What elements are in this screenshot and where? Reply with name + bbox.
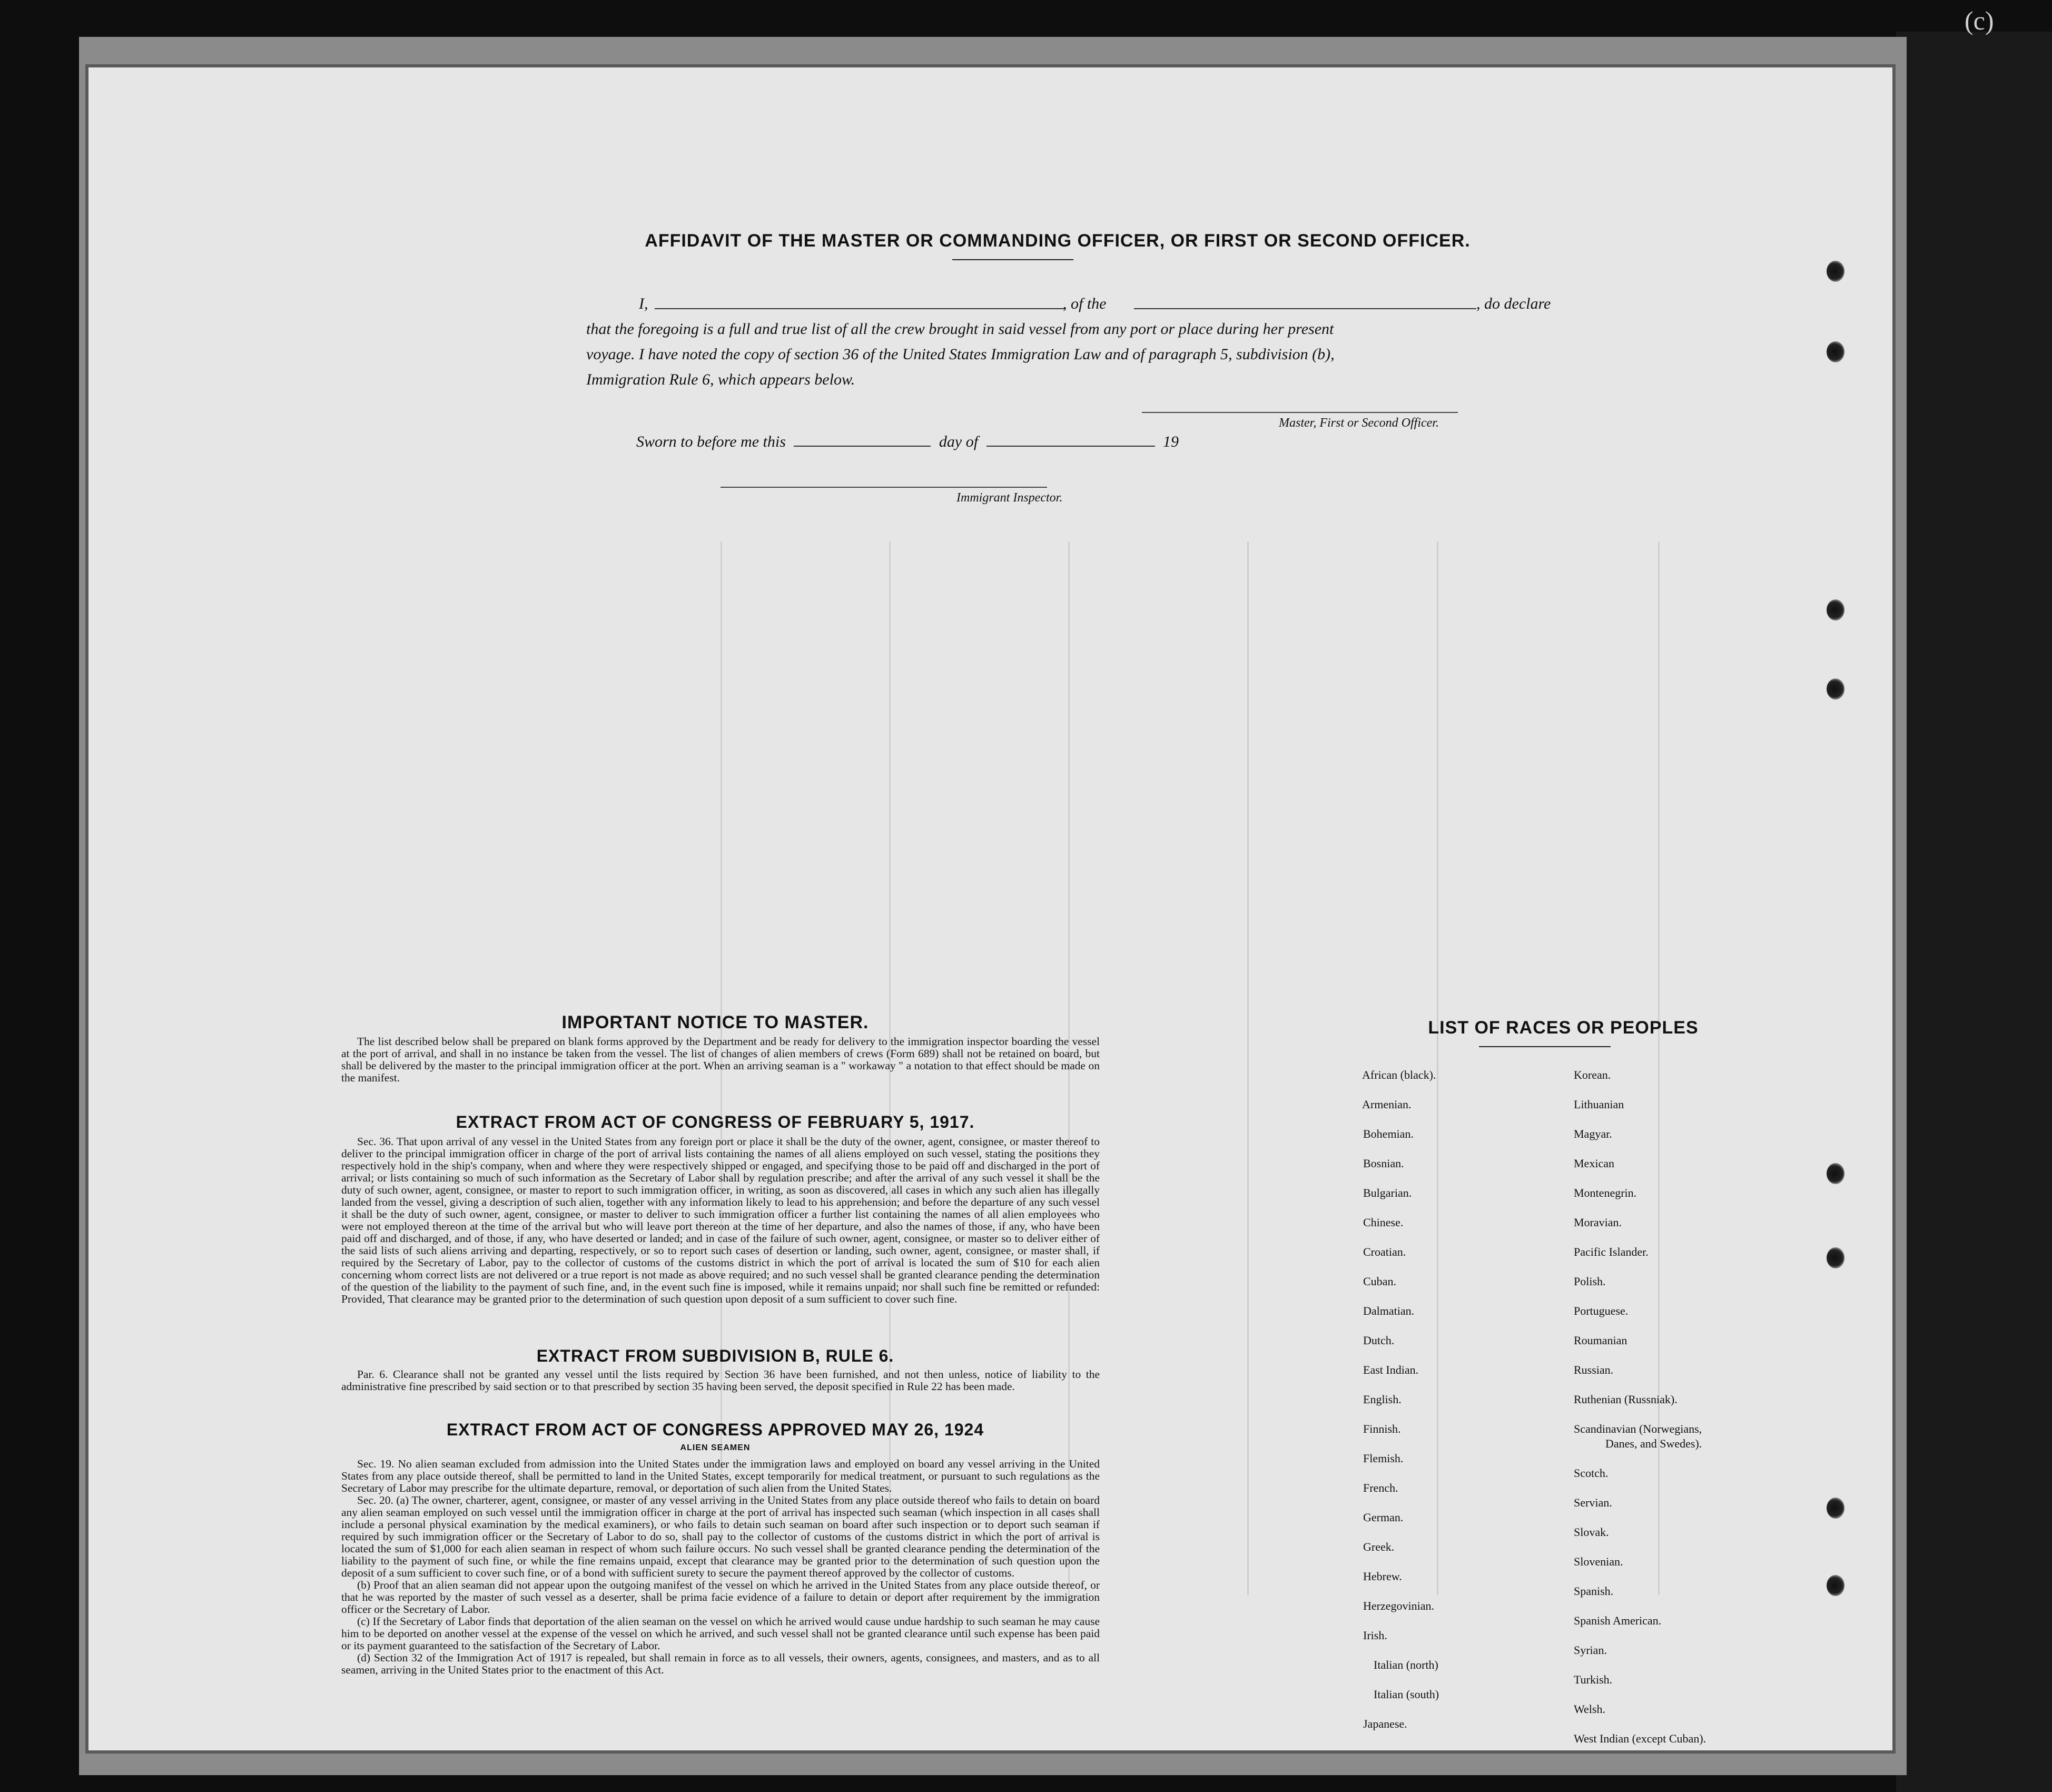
vessel-name-blank[interactable] bbox=[1134, 294, 1476, 309]
race-item: Bohemian. bbox=[1363, 1127, 1414, 1140]
race-item: Magyar. bbox=[1574, 1127, 1612, 1140]
declaration-line-1 bbox=[586, 291, 1597, 317]
races-title-rule bbox=[1479, 1046, 1611, 1047]
master-name-blank[interactable] bbox=[655, 294, 1066, 309]
declaration-i: I, bbox=[639, 295, 648, 312]
race-item: East Indian. bbox=[1363, 1363, 1419, 1376]
race-item: German. bbox=[1363, 1511, 1404, 1524]
race-item: Korean. bbox=[1574, 1068, 1611, 1081]
sec-19-paragraph: Sec. 19. No alien seaman excluded from admission into the United States under the immigration laws and employed on board any vessel arriving in the United States from any place outside thereof, shall be permitted to land in the United States, except temporarily for medical treatment, or pursuant to such regulations as the Secretary of Labor may prescribe for the ultimate departure, removal, or deportation of such alien from the United States. bbox=[341, 1458, 1100, 1494]
extract-rule6-title: EXTRACT FROM SUBDIVISION B, RULE 6. bbox=[536, 1346, 894, 1365]
sworn-prefix: Sworn to before me this bbox=[636, 433, 786, 450]
declaration-line-3: voyage. I have noted the copy of section 36 of the United States Immigration Law and of paragraph 5, subdivision (b), bbox=[586, 346, 1335, 363]
race-item: Turkish. bbox=[1574, 1673, 1613, 1686]
rule6-paragraph: Par. 6. Clearance shall not be granted any vessel until the lists required by Section 36 have been furnished, and not then unless, notice of liability to the administrative fine prescribed by said section or to that prescribed by section 35 having been served, the deposit specified in Rule 22 has been made. bbox=[341, 1368, 1100, 1393]
race-item: Scotch. bbox=[1574, 1466, 1609, 1480]
race-item: Pacific Islander. bbox=[1574, 1245, 1649, 1258]
sec-20b-paragraph: (b) Proof that an alien seaman did not appear upon the outgoing manifest of the vessel on which he arrived in the United States from any place outside thereof, or that he was reported by the master of such vessel as a deserter, shall be prima facie evidence of a failure to detain or deport after requirement by the immigration officer or the Secretary of Labor. bbox=[341, 1579, 1100, 1616]
affidavit-declaration bbox=[586, 291, 1597, 392]
race-item: Danes, and Swedes). bbox=[1605, 1437, 1702, 1450]
race-item: French. bbox=[1363, 1481, 1398, 1494]
race-item: Syrian. bbox=[1574, 1643, 1607, 1657]
sworn-line bbox=[636, 432, 1179, 451]
race-item: West Indian (except Cuban). bbox=[1574, 1732, 1706, 1745]
binder-hole bbox=[1827, 1575, 1844, 1596]
race-item: Slovak. bbox=[1574, 1525, 1609, 1539]
sworn-month-blank[interactable] bbox=[986, 432, 1155, 447]
race-item: Dutch. bbox=[1363, 1334, 1395, 1347]
declaration-line-2: that the foregoing is a full and true list of all the crew brought in said vessel from any port or place during her present bbox=[586, 320, 1334, 338]
race-item: Russian. bbox=[1574, 1363, 1614, 1376]
race-item: Montenegrin. bbox=[1574, 1186, 1637, 1199]
affidavit-title: AFFIDAVIT OF THE MASTER OR COMMANDING OFFICER, OR FIRST OR SECOND OFFICER. bbox=[645, 231, 1471, 251]
race-item: Italian (south) bbox=[1374, 1688, 1439, 1701]
sworn-day-blank[interactable] bbox=[794, 432, 931, 447]
sworn-year: 19 bbox=[1163, 433, 1179, 450]
extract-1924-title: EXTRACT FROM ACT OF CONGRESS APPROVED MAY 26, 1924 bbox=[446, 1420, 984, 1439]
race-item: Flemish. bbox=[1363, 1452, 1404, 1465]
race-item: Spanish American. bbox=[1574, 1614, 1662, 1627]
race-item: Polish. bbox=[1574, 1275, 1606, 1288]
race-item: Finnish. bbox=[1363, 1422, 1401, 1435]
notice-body bbox=[341, 1036, 1100, 1084]
race-item: Chinese. bbox=[1363, 1216, 1404, 1229]
race-item: Moravian. bbox=[1574, 1216, 1622, 1229]
section-36-paragraph: Sec. 36. That upon arrival of any vessel in the United States from any foreign port or place it shall be the duty of the owner, agent, consignee, or master thereof to deliver to the principal immigration officer in charge of the port of arrival lists containing the names of all aliens employed on such vessel, stating the positions they respectively hold in the ship's company, when and where they were respectively shipped or engaged, and specifying those to be paid off and discharged in the port of arrival; or lists containing so much of such information as the Secretary of Labor shall by regulation prescribe; and after the arrival of any such vessel it shall be the duty of such owner, agent, consignee, or master to report to such immigration officer, in writing, as soon as discovered, all cases in which any such alien has illegally landed from the vessel, giving a description of such alien, together with any information likely to lead to his apprehension; and before the departure of any such vessel it shall be the duty of such owner, agent, consignee, or master to deliver to such immigration officer a further list containing the names of all alien employees who were not employed thereon at the time of the arrival but who will leave port thereon at the time of her departure, and also the names of those, if any, who have been paid off and discharged, and of those, if any, who have deserted or landed; and in case of the failure of such owner, agent, consignee, or master so to deliver either of the said lists of such aliens arriving and departing, respectively, or so to report such cases of desertion or landing, such owner, agent, consignee, or master shall, if required by the Secretary of Labor, pay to the collector of customs of the customs district in which the port of arrival is located the sum of $10 for each alien concerning whom correct lists are not delivered or a true report is not made as above required; and no such vessel shall be granted clearance pending the determination of the question of the liability to the payment of such fine, and, in the event such fine is imposed, while it remains unpaid; nor shall such fine be remitted or refunded: Provided, That clearance may be granted prior to the determination of such question upon deposit of a sum sufficient to cover such fine. bbox=[341, 1135, 1100, 1305]
manifest-page bbox=[88, 67, 1892, 1750]
corner-mark: (c) bbox=[1965, 6, 1994, 35]
binder-hole bbox=[1827, 341, 1844, 362]
binder-hole bbox=[1827, 1247, 1844, 1268]
race-item: Slovenian. bbox=[1574, 1555, 1623, 1568]
inspector-signature-label: Immigrant Inspector. bbox=[956, 491, 1063, 505]
alien-seamen-subtitle: ALIEN SEAMEN bbox=[680, 1443, 751, 1452]
race-item: Bulgarian. bbox=[1363, 1186, 1412, 1199]
sworn-day-of: day of bbox=[939, 433, 979, 450]
races-title: LIST OF RACES OR PEOPLES bbox=[1428, 1018, 1699, 1038]
declaration-line-4: Immigration Rule 6, which appears below. bbox=[586, 371, 855, 388]
binder-hole bbox=[1827, 678, 1844, 700]
binder-edge bbox=[1896, 32, 2052, 1792]
race-item: Lithuanian bbox=[1574, 1098, 1624, 1111]
race-item: Ruthenian (Russniak). bbox=[1574, 1393, 1678, 1406]
extract-1924-body bbox=[341, 1458, 1100, 1676]
sec-20d-paragraph: (d) Section 32 of the Immigration Act of 1917 is repealed, but shall remain in force as to all vessels, their owners, agents, consignees, and masters, and as to all seamen, arriving in the United States prior to the enactment of this Act. bbox=[341, 1651, 1100, 1676]
race-item: Portuguese. bbox=[1574, 1304, 1629, 1317]
extract-1917-body bbox=[341, 1136, 1100, 1305]
race-item: Armenian. bbox=[1362, 1098, 1412, 1111]
race-item: Croatian. bbox=[1363, 1245, 1406, 1258]
notice-paragraph: The list described below shall be prepared on blank forms approved by the Department and be ready for delivery to the immigration inspector boarding the vessel at the port of arrival, and shall in no instance be taken from the vessel. The list of changes of alien members of crews (Form 689) shall not be retained on board, but shall be delivered by the master to the principal immigration officer at the port. When an arriving seaman is a " workaway " a notation to that effect should be made on the manifest. bbox=[341, 1035, 1100, 1084]
binder-hole bbox=[1827, 1498, 1844, 1519]
race-item: Cuban. bbox=[1363, 1275, 1396, 1288]
race-item: Scandinavian (Norwegians, bbox=[1574, 1422, 1702, 1435]
title-rule bbox=[952, 259, 1073, 260]
binder-hole bbox=[1827, 261, 1844, 282]
race-item: Roumanian bbox=[1574, 1334, 1627, 1347]
sec-20a-paragraph: Sec. 20. (a) The owner, charterer, agent, consignee, or master of any vessel arriving in the United States from any place outside thereof who fails to detain on board any alien seaman employed on such vessel until the immigration officer in charge at the port of arrival has inspected such seaman (which inspection in all cases shall include a personal physical examination by the medical examiners), or who fails to detain such seaman on board after such inspection or to deport such seaman if required by such immigration officer or the Secretary of Labor to do so, shall pay to the collector of customs of the customs district in which the port of arrival is located the sum of $1,000 for each alien seaman in respect of whom such failure occurs. No such vessel shall be granted clearance pending the determination of the liability to the payment of such fine, or while the fine remains unpaid, except that clearance may be granted prior to the determination of such question upon the deposit of a sum sufficient to cover such fine, or of a bond with sufficient surety to secure the payment thereof approved by the collector of customs. bbox=[341, 1494, 1100, 1579]
race-item: Greek. bbox=[1363, 1540, 1395, 1553]
bleed-through-rule bbox=[1437, 541, 1438, 1595]
race-item: Irish. bbox=[1363, 1629, 1387, 1642]
inspector-signature-line[interactable] bbox=[721, 487, 1047, 488]
race-item: Servian. bbox=[1574, 1496, 1612, 1509]
race-item: Herzegovinian. bbox=[1363, 1599, 1434, 1612]
declaration-of-the: , of the bbox=[1063, 295, 1107, 312]
master-signature-line[interactable] bbox=[1142, 412, 1458, 413]
extract-1917-title: EXTRACT FROM ACT OF CONGRESS OF FEBRUARY 5, 1917. bbox=[456, 1112, 975, 1131]
binder-hole bbox=[1827, 1163, 1844, 1184]
bleed-through-rule bbox=[1247, 541, 1249, 1595]
race-item: Welsh. bbox=[1574, 1702, 1605, 1716]
declaration-declare: , do declare bbox=[1476, 295, 1551, 312]
race-item: Italian (north) bbox=[1374, 1658, 1438, 1671]
race-item: Spanish. bbox=[1574, 1584, 1614, 1598]
race-item: Hebrew. bbox=[1363, 1570, 1402, 1583]
notice-title: IMPORTANT NOTICE TO MASTER. bbox=[561, 1012, 869, 1032]
race-item: English. bbox=[1363, 1393, 1402, 1406]
extract-rule6-body bbox=[341, 1368, 1100, 1393]
sec-20c-paragraph: (c) If the Secretary of Labor finds that deportation of the alien seaman on the vessel on which he arrived would cause undue hardship to such seaman he may cause him to be deported on another vessel at the expense of the vessel on which he arrived, and such vessel shall not be granted clearance until such expense has been paid or its payment guaranteed to the satisfaction of the Secretary of Labor. bbox=[341, 1615, 1100, 1652]
master-signature-label: Master, First or Second Officer. bbox=[1279, 416, 1439, 430]
race-item: Dalmatian. bbox=[1363, 1304, 1415, 1317]
binder-hole bbox=[1827, 599, 1844, 621]
bleed-through-title bbox=[1363, 168, 1375, 202]
race-item: African (black). bbox=[1362, 1068, 1436, 1081]
race-item: Mexican bbox=[1574, 1157, 1614, 1170]
race-item: Bosnian. bbox=[1363, 1157, 1404, 1170]
race-item: Japanese. bbox=[1363, 1717, 1407, 1730]
